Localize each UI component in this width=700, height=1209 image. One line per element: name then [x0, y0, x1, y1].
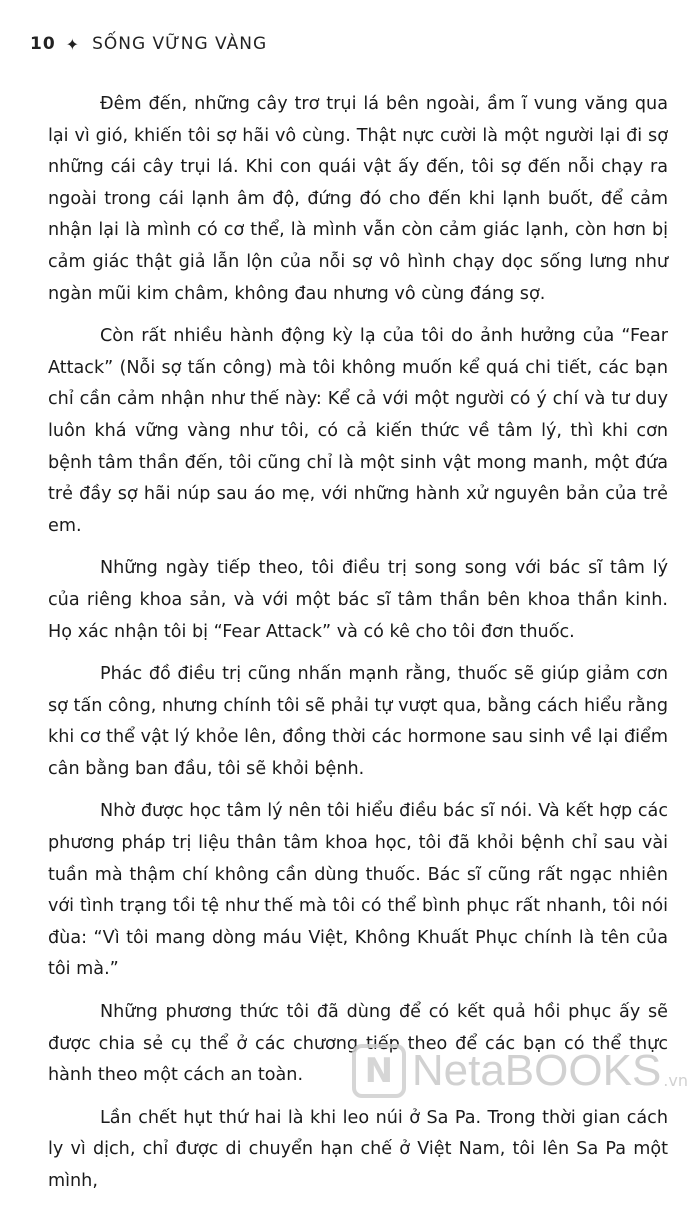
paragraph: Đêm đến, những cây trơ trụi lá bên ngoài, ầm ĩ vung văng qua lại vì gió, khiến tôi sợ hãi vô cùng. Thật nực cười là một người lại đi sợ những cái cây trụi lá. Khi con quái vật ấy đến, tôi sợ đến nỗi chạy ra ngoài trong cái lạnh âm độ, đứng đó cho đến khi lạnh buốt, để cảm nhận lại là mình có cơ thể, là mình vẫn còn cảm giác lạnh, còn hơn bị cảm giác thật giả lẫn lộn của nỗi sợ vô hình chạy dọc sống lưng như ngàn mũi kim châm, không đau nhưng vô cùng đáng sợ.: [48, 94, 668, 304]
paragraph: Những ngày tiếp theo, tôi điều trị song song với bác sĩ tâm lý của riêng khoa sản, và với một bác sĩ tâm thần bên khoa thần kinh. Họ xác nhận tôi bị “Fear Attack” và có kê cho tôi đơn thuốc.: [48, 558, 668, 642]
watermark-brand: NetaBOOKS: [411, 1046, 662, 1095]
watermark-suffix: .vn: [663, 1071, 688, 1090]
netabooks-logo-icon: N: [352, 1044, 406, 1098]
running-header: [30, 34, 267, 54]
page-body: [48, 89, 668, 1209]
paragraph: Nhờ được học tâm lý nên tôi hiểu điều bác sĩ nói. Và kết hợp các phương pháp trị liệu thân tâm khoa học, tôi đã khỏi bệnh chỉ sau vài tuần mà thậm chí không cần dùng thuốc. Bác sĩ cũng rất ngạc nhiên với tình trạng tồi tệ như thế mà tôi có thể bình phục rất nhanh, tôi nói đùa: “Vì tôi mang dòng máu Việt, Không Khuất Phục chính là tên của tôi mà.”: [48, 801, 668, 980]
ornament-icon: ✦: [65, 34, 81, 54]
paragraph: Còn rất nhiều hành động kỳ lạ của tôi do ảnh hưởng của “Fear Attack” (Nỗi sợ tấn công) mà tôi không muốn kể quá chi tiết, các bạn chỉ cần cảm nhận như thế này: Kể cả với một người có ý chí và tư duy luôn khá vững vàng như tôi, có cả kiến thức về tâm lý, thì khi cơn bệnh tâm thần đến, tôi cũng chỉ là một sinh vật mong manh, một đứa trẻ đầy sợ hãi núp sau áo mẹ, với những hành xử nguyên bản của trẻ em.: [48, 326, 668, 536]
paragraph: Những phương thức tôi đã dùng để có kết quả hồi phục ấy sẽ được chia sẻ cụ thể ở các chương tiếp theo để các bạn có thể thực hành theo một cách an toàn.: [48, 1002, 668, 1086]
watermark: [352, 1044, 688, 1098]
paragraph: Lần chết hụt thứ hai là khi leo núi ở Sa Pa. Trong thời gian cách ly vì dịch, chỉ được di chuyển hạn chế ở Việt Nam, tôi lên Sa Pa một mình,: [48, 1107, 668, 1191]
paragraph: Phác đồ điều trị cũng nhấn mạnh rằng, thuốc sẽ giúp giảm cơn sợ tấn công, nhưng chính tôi sẽ phải tự vượt qua, bằng cách hiểu rằng khi cơ thể vật lý khỏe lên, đồng thời các hormone sau sinh về lại điểm cân bằng ban đầu, tôi sẽ khỏi bệnh.: [48, 664, 668, 779]
page-number: 10: [30, 34, 56, 54]
book-title: SỐNG VỮNG VÀNG: [92, 34, 268, 54]
